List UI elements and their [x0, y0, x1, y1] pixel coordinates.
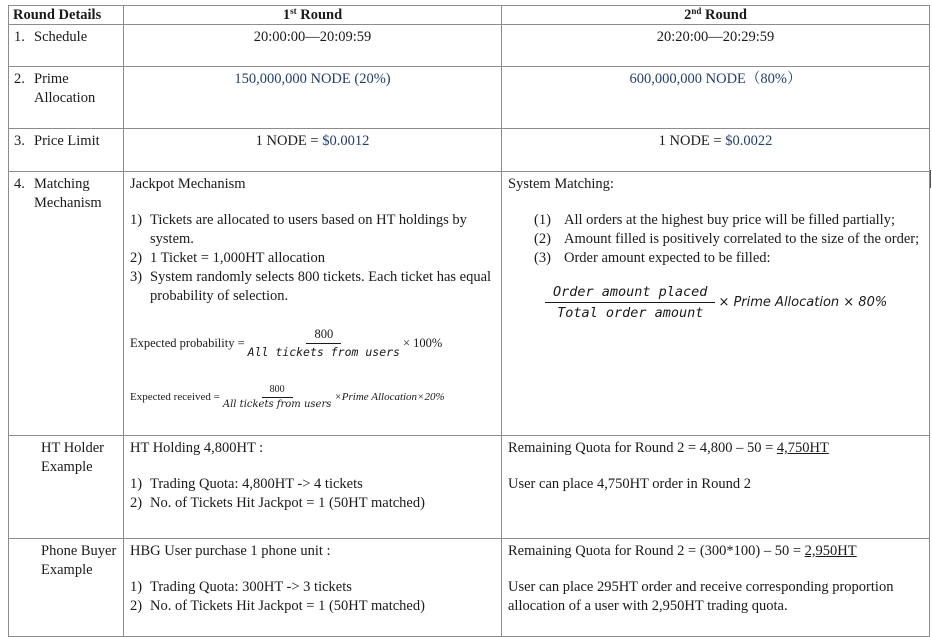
header-second-round: 2nd Round	[502, 6, 930, 25]
list-item: (3) Order amount expected to be filled:	[534, 250, 771, 266]
list-item: 3) System randomly selects 800 tickets. Each ticket has equal probability of selection.	[130, 269, 492, 304]
row-matching-mechanism	[9, 172, 930, 436]
fraction: $\frac{800}{\text{All tickets from users}}$	[222, 384, 332, 410]
remaining-quota-line: Remaining Quota for Round 2 = (300*100) – 50 = 2,950HT	[508, 543, 857, 559]
schedule-round1: 20:00:00—20:09:59	[124, 25, 502, 67]
label-schedule: 1. Schedule	[9, 25, 124, 67]
ht-holding-title: HT Holding 4,800HT :	[130, 440, 264, 456]
system-matching-title: System Matching:	[508, 176, 614, 192]
order-note: User can place 4,750HT order in Round 2	[508, 476, 751, 492]
list-item: 1) Trading Quota: 300HT -> 3 tickets	[130, 579, 352, 595]
matching-round2	[502, 172, 930, 436]
phone-buyer-round1	[124, 539, 502, 637]
phone-buyer-list	[130, 578, 495, 616]
fraction: $\frac{800}{\text{All tickets from users}}$	[247, 327, 400, 359]
list-item: (1) All orders at the highest buy price will be filled partially;	[534, 212, 895, 228]
jackpot-list	[130, 211, 495, 306]
ht-holder-round2	[502, 436, 930, 539]
list-item: 1) Tickets are allocated to users based on HT holdings by system.	[130, 212, 467, 247]
expected-received-formula: Expected received = $\frac{800}{\text{All tickets from users}}$ ×Prime Allocation×20%	[130, 384, 445, 410]
expected-probability-formula: Expected probability = $\frac{800}{\text{All tickets from users}}$ × 100%	[130, 327, 443, 359]
list-item: 1) Trading Quota: 4,800HT -> 4 tickets	[130, 476, 363, 492]
label-prime-allocation: 2. Prime Allocation	[9, 67, 124, 129]
system-matching-list	[508, 211, 923, 268]
prime-round1: 150,000,000 NODE (20%)	[124, 67, 502, 129]
list-item: (2) Amount filled is positively correlated to the size of the order;	[534, 231, 920, 247]
edge-marker	[930, 170, 931, 188]
label-ht-holder-example: HT Holder Example	[9, 436, 124, 539]
row-phone-buyer-example	[9, 539, 930, 637]
list-item: 2) 1 Ticket = 1,000HT allocation	[130, 250, 326, 266]
order-note: User can place 295HT order and receive corresponding proportion allocation of a user with 2,950HT trading quota.	[508, 579, 894, 614]
schedule-round2: 20:20:00—20:29:59	[502, 25, 930, 67]
header-first-round: 1st Round	[124, 6, 502, 25]
row-ht-holder-example	[9, 436, 930, 539]
row-prime-allocation	[9, 67, 930, 129]
order-amount-formula: $\frac{\text{Order amount placed}}{\text{Total order amount}}$ × Prime Allocation × 80%	[508, 282, 923, 323]
header-round-details: Round Details	[9, 6, 124, 25]
label-matching-mechanism: 4. Matching Mechanism	[9, 172, 124, 436]
prime-round2: 600,000,000 NODE（80%）	[502, 67, 930, 129]
header-row	[9, 6, 930, 25]
row-schedule	[9, 25, 930, 67]
phone-purchase-title: HBG User purchase 1 phone unit :	[130, 543, 331, 559]
label-price-limit: 3. Price Limit	[9, 129, 124, 172]
round-details-table	[8, 5, 930, 637]
list-item: 2) No. of Tickets Hit Jackpot = 1 (50HT matched)	[130, 495, 425, 511]
matching-round1	[124, 172, 502, 436]
phone-buyer-round2	[502, 539, 930, 637]
list-item: 2) No. of Tickets Hit Jackpot = 1 (50HT matched)	[130, 598, 425, 614]
ht-holder-round1	[124, 436, 502, 539]
remaining-quota-line: Remaining Quota for Round 2 = 4,800 – 50 = 4,750HT	[508, 440, 829, 456]
label-phone-buyer-example: Phone Buyer Example	[9, 539, 124, 637]
ht-holder-list	[130, 475, 495, 513]
jackpot-title: Jackpot Mechanism	[130, 176, 246, 192]
row-price-limit	[9, 129, 930, 172]
price-round1: 1 NODE = $0.0012	[124, 129, 502, 172]
fraction: $\frac{\text{Order amount placed}}{\text{Total order amount}}$	[545, 282, 715, 323]
price-round2: 1 NODE = $0.0022	[502, 129, 930, 172]
